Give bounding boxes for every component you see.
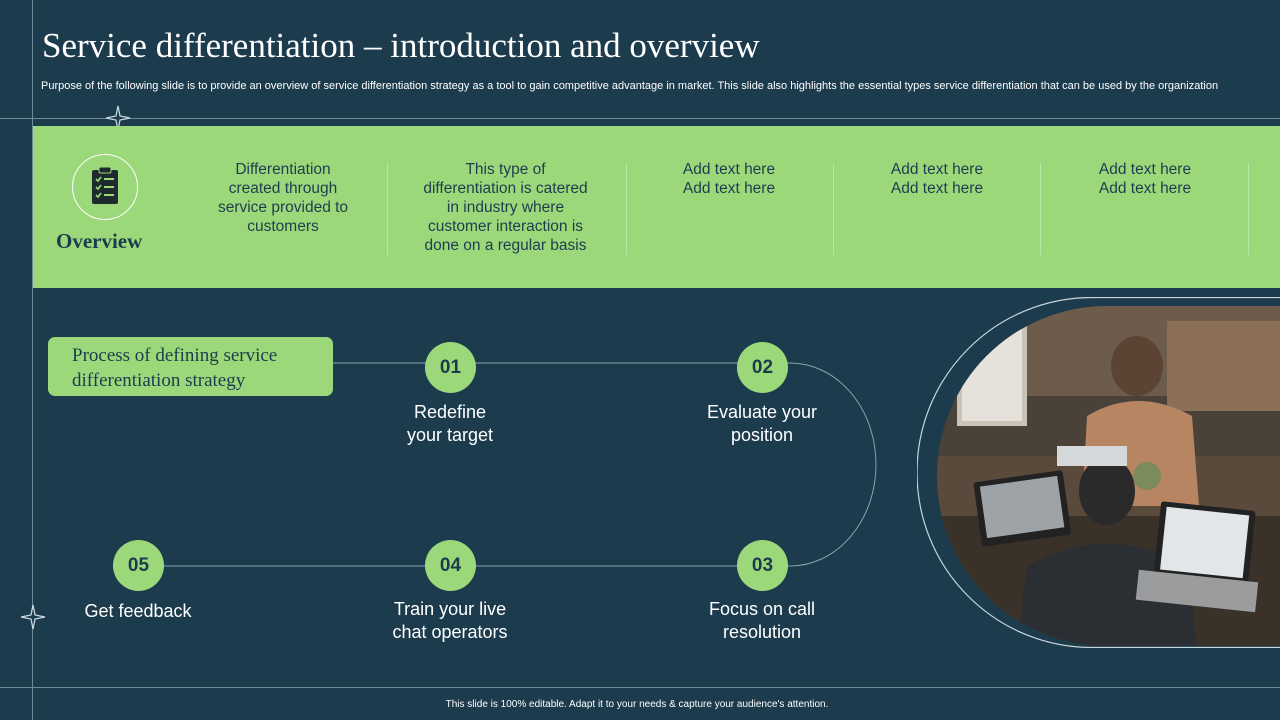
overview-text-line: Add text here xyxy=(1098,161,1192,178)
step-label-line: position xyxy=(730,425,794,445)
overview-text-line: created through xyxy=(228,180,338,197)
overview-text-line: Add text here xyxy=(682,180,776,197)
step-05-badge: 05 xyxy=(113,540,164,591)
overview-text-line: customers xyxy=(247,218,319,235)
step-04-badge: 04 xyxy=(425,540,476,591)
overview-text-line: Add text here xyxy=(682,161,776,178)
step-04-label xyxy=(350,598,550,644)
step-05-label xyxy=(38,600,238,623)
process-title-box xyxy=(48,337,333,396)
footer-note: This slide is 100% editable. Adapt it to your needs & capture your audience's attention. xyxy=(445,699,829,710)
slide-title: Service differentiation – introduction and overview xyxy=(42,26,760,65)
process-title-line: Process of defining service xyxy=(72,345,278,366)
people-working-on-laptops-photo xyxy=(937,306,1280,646)
step-label-line: Get feedback xyxy=(84,601,192,621)
photo-illustration xyxy=(937,306,1280,646)
overview-text-line: done on a regular basis xyxy=(424,237,587,254)
step-02-label xyxy=(662,401,862,447)
step-03-badge: 03 xyxy=(737,540,788,591)
step-label-line: Focus on call xyxy=(708,599,816,619)
overview-text-line: Add text here xyxy=(1098,180,1192,197)
overview-text-line: service provided to xyxy=(217,199,349,216)
step-label-line: resolution xyxy=(722,622,802,642)
step-label-line: Train your live xyxy=(393,599,507,619)
step-label-line: chat operators xyxy=(392,622,508,642)
overview-label: Overview xyxy=(56,229,143,253)
step-01-badge: 01 xyxy=(425,342,476,393)
step-02-badge: 02 xyxy=(737,342,788,393)
overview-text-line: Add text here xyxy=(890,161,984,178)
overview-text-line: in industry where xyxy=(446,199,565,216)
step-label-line: Redefine xyxy=(413,402,487,422)
step-label-line: Evaluate your xyxy=(706,402,818,422)
overview-text-line: customer interaction is xyxy=(427,218,584,235)
step-01-label xyxy=(350,401,550,447)
overview-text-line: Add text here xyxy=(890,180,984,197)
process-title-line: differentiation strategy xyxy=(72,370,246,391)
step-label-line: your target xyxy=(406,425,494,445)
overview-text-line: Differentiation xyxy=(235,161,331,178)
slide-subtitle: Purpose of the following slide is to provide an overview of service differentiation strategy as a tool to gain competitive advantage in market. This slide also highlights the essential types service differentiation that can be used by the organization xyxy=(41,80,1219,92)
step-03-label xyxy=(662,598,862,644)
overview-text-line: differentiation is catered xyxy=(423,180,588,197)
overview-text-line: This type of xyxy=(465,161,546,178)
